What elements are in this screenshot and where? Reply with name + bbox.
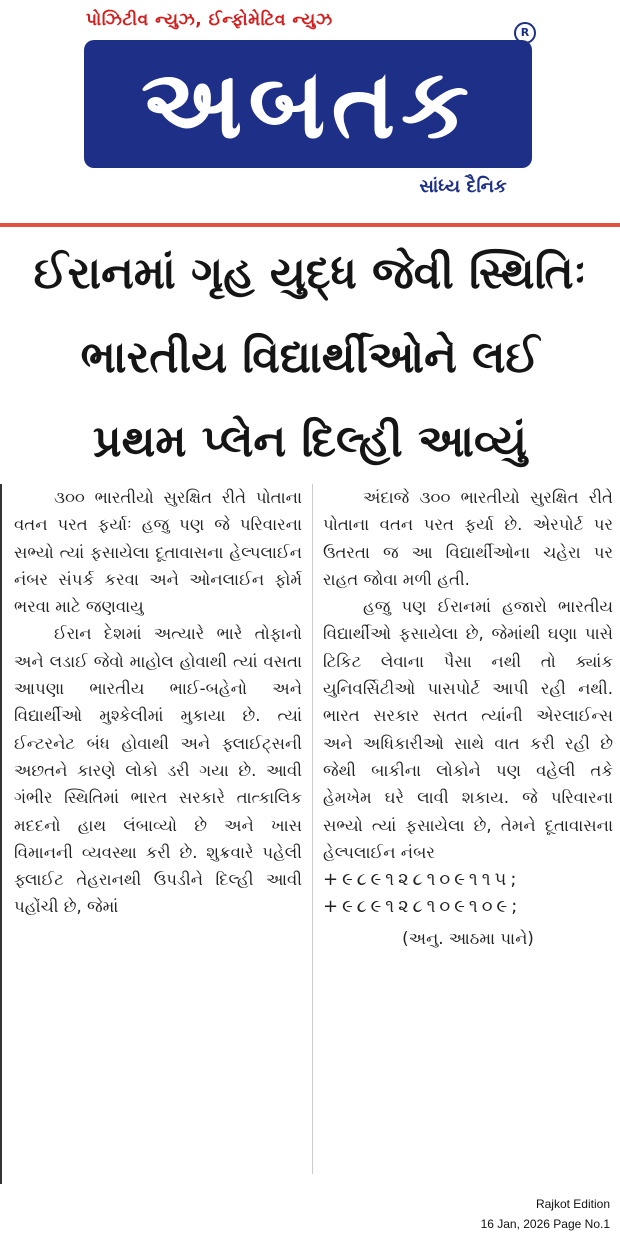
continued-note: (અનુ. આઠમા પાને) — [402, 928, 534, 948]
edition-label: Rajkot Edition — [535, 1197, 610, 1211]
helpline-number: +૯૮૯૧૨૮૧૦૯૧૧૫; — [323, 869, 521, 891]
masthead — [0, 0, 620, 222]
newspaper-logo: અબતક — [84, 40, 532, 168]
registered-mark-icon: R — [514, 22, 536, 44]
date-page-label: 16 Jan, 2026 Page No.1 — [480, 1217, 610, 1231]
helpline-number: +૯૮૯૧૨૮૧૦૯૧૦૯; — [323, 896, 522, 918]
column-border — [0, 484, 2, 1184]
page-footer — [380, 1194, 610, 1234]
header-divider — [0, 223, 620, 227]
headline-line: ભારતીય વિદ્યાર્થીઓને લઈ — [80, 332, 540, 383]
article-paragraph: અંદાજે ૩૦૦ ભારતીયો સુરક્ષિત રીતે પોતાના વતન પરત ફર્યા છે. એરપોર્ટ પર ઉતરતા જ આ વિદ્યાર્થીઓના ચહેરા પર રાહત જોવા મળી હતી. — [323, 488, 613, 589]
article-headline — [8, 232, 612, 482]
article-paragraph: ૩૦૦ ભારતીયો સુરક્ષિત રીતે પોતાના વતન પરત ફર્યાઃ હજુ પણ જે પરિવારના સભ્યો ત્યાં ફસાયેલા દૂતાવાસના હેલ્પલાઈન નંબર સંપર્ક કરવા અને ઓનલાઈન ફોર્મ ભરવા માટે જણવાયુ — [14, 488, 302, 617]
article-column-left — [14, 484, 302, 1184]
article-paragraph: ઈરાન દેશમાં અત્યારે ભારે તોફાનો અને લડાઈ જેવો માહોલ હોવાથી ત્યાં વસતા આપણા ભારતીય ભાઈ-બહેનો અને વિદ્યાર્થીઓ મુશ્કેલીમાં મુકાયા છે. ત્યાં ઈન્ટરનેટ બંધ હોવાથી અને ફ્લાઈટ્સની અછતને કારણે લોકો ડરી ગયા છે. આવી ગંભીર સ્થિતિમાં ભારત સરકારે તાત્કાલિક મદદનો હાથ લંબાવ્યો છે અને ખાસ વિમાનની વ્યવસ્થા કરી છે. શુક્રવારે પહેલી ફ્લાઈટ તેહરાનથી ઉપડીને દિલ્હી આવી પહોંચી છે, જેમાં — [14, 624, 302, 917]
column-divider — [312, 484, 313, 1174]
masthead-tagline: પોઝિટીવ ન્યુઝ, ઈન્ફોમેટિવ ન્યુઝ — [86, 10, 333, 30]
headline-line: ઈરાનમાં ગૃહ યુદ્ધ જેવી સ્થિતિઃ — [33, 248, 587, 299]
headline-line: પ્રથમ પ્લેન દિલ્હી આવ્યું — [93, 416, 527, 467]
article-column-right — [323, 484, 613, 1184]
article-paragraph: હજુ પણ ઈરાનમાં હજારો ભારતીય વિદ્યાર્થીઓ ફસાયેલા છે, જેમાંથી ઘણા પાસે ટિકિટ લેવાના પૈસા નથી તો ક્યાંક યુનિવર્સિટીઓ પાસપોર્ટ આપી રહી નથી. ભારત સરકાર સતત ત્યાંની એરલાઈન્સ અને અધિકારીઓ સાથે વાત કરી રહી છે જેથી બાકીના લોકોને પણ વહેલી તકે હેમખેમ ઘરે લાવી શકાય. જે પરિવારના સભ્યો ત્યાં ફસાયેલા છે, તેમને દૂતાવાસના હેલ્પલાઈન નંબર — [323, 597, 613, 862]
masthead-subtag: સાંધ્ય દૈનિક — [419, 176, 507, 197]
